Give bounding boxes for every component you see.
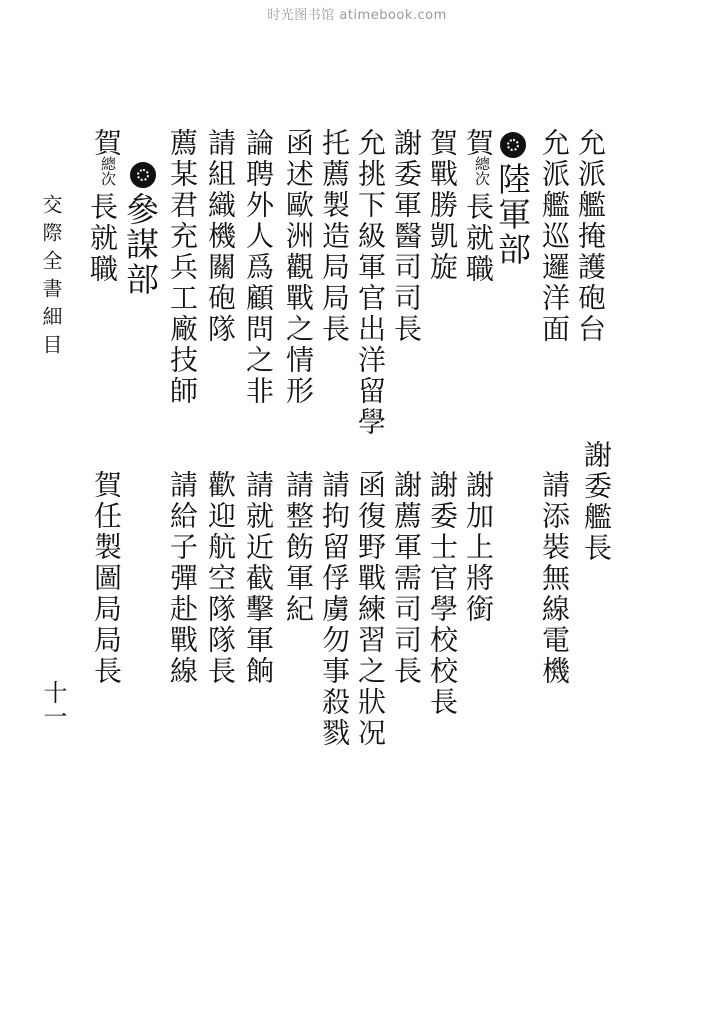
entry-prefix: 賀: [90, 128, 123, 159]
entry-thanks-academy-head: 謝委士官學校校長: [426, 470, 459, 718]
entry-thanks-general-rank: 謝加上將銜: [462, 470, 495, 625]
section-marker-icon: [130, 162, 156, 188]
entry-welcome-aviation-chief: 歡迎航空隊隊長: [204, 470, 237, 687]
entry-annotation-note: 總次: [473, 156, 491, 186]
entry-intercept-supplies: 請就近截擊軍餉: [242, 470, 275, 687]
entry-arsenal-technician: 薦某君充兵工廠技師: [166, 128, 199, 407]
entry-european-war-observation: 函述歐洲觀戰之情形: [282, 128, 315, 407]
entry-field-exercise-report: 函復野戰練習之狀况: [354, 470, 387, 749]
entry-wireless-equipment: 請添裝無線電機: [538, 470, 571, 687]
entry-prisoners-of-war: 請拘留俘虜勿事殺戮: [318, 470, 351, 749]
entry-congrats-staff-vice: [90, 128, 122, 159]
entry-military-discipline: 請整飭軍紀: [282, 470, 315, 625]
entry-thanks-quartermaster: 謝薦軍需司司長: [390, 470, 423, 687]
entry-thanks-medical-director: 謝委軍醫司司長: [390, 128, 423, 345]
entry-congrats-victory: 賀戰勝凱旋: [426, 128, 459, 283]
entry-congrats-vice-minister: [462, 128, 494, 159]
entry-machine-gun-corps: 請組織機關砲隊: [204, 128, 237, 345]
entry-foreign-advisors: 論聘外人爲顧問之非: [242, 128, 275, 407]
entry-annotation-note: 總次: [99, 156, 117, 186]
entry-suffix: 長就職: [86, 192, 119, 285]
entry-navy-patrol-sea: 允派艦巡邏洋面: [538, 128, 571, 345]
entry-congrats-cartography-director: 賀任製圖局局長: [90, 470, 123, 687]
entry-navy-escort-fort: 允派艦掩護砲台: [574, 128, 607, 345]
entry-suffix: 長就職: [462, 192, 495, 285]
entry-recommend-factory-director: 托薦製造局局長: [318, 128, 351, 345]
entry-junior-officers-abroad: 允挑下級軍官出洋留學: [354, 128, 387, 438]
entry-thanks-captain: 謝委艦長: [580, 440, 613, 564]
page-number: 十一: [39, 680, 67, 728]
section-heading-general-staff: 參謀部: [121, 192, 160, 297]
section-heading-army: 陸軍部: [493, 162, 532, 267]
entry-ammunition-front: 請給子彈赴戰線: [166, 470, 199, 687]
watermark: 时光图书馆 atimebook.com: [267, 8, 447, 23]
entry-prefix: 賀: [462, 128, 495, 159]
running-title: 交際全書細目: [39, 194, 63, 362]
section-marker-icon: [500, 132, 526, 158]
